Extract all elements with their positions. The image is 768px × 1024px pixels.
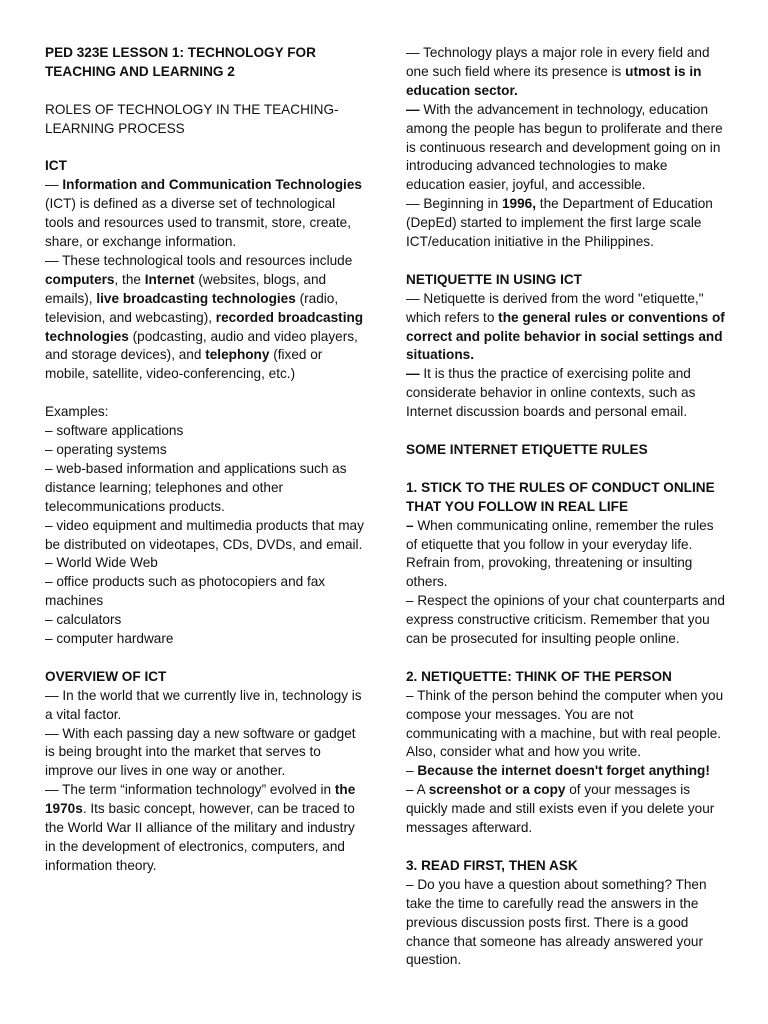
paragraph — [406, 592, 726, 649]
text-run: (websites, blogs, and emails), — [45, 271, 327, 306]
bold-text: NETIQUETTE IN USING ICT — [406, 271, 582, 287]
paragraph — [406, 441, 726, 460]
text-run: the Department of Education (DepEd) started to implement the first large scale ICT/education initiative in the Philippines. — [406, 196, 713, 250]
paragraph — [406, 44, 726, 101]
text-run: — The term “information technology” evolved in — [45, 782, 335, 798]
bold-text: — — [406, 366, 420, 382]
bold-text: Information and Communication Technologies — [62, 177, 362, 193]
paragraph — [406, 101, 726, 196]
text-run: of your messages is quickly made and still exists even if you delete your messages afterward. — [406, 782, 715, 836]
bold-text: recorded broadcasting technologies — [45, 309, 364, 344]
paragraph — [45, 517, 365, 555]
bold-text: ICT — [45, 158, 67, 174]
paragraph-gap — [406, 252, 726, 271]
text-run: — Netiquette is derived from the word "etiquette," which refers to — [406, 290, 704, 325]
paragraph — [406, 271, 726, 290]
text-run: – video equipment and multimedia products that may be distributed on videotapes, CDs, DVDs, and email. — [45, 517, 364, 552]
text-run: – Think of the person behind the computer when you compose your messages. You are not communicating with a machine, but with real people. Also, consider what and how you write. — [406, 687, 724, 760]
paragraph — [406, 781, 726, 838]
paragraph-gap — [45, 82, 365, 101]
text-run: – software applications — [45, 423, 184, 439]
text-run: – operating systems — [45, 441, 167, 457]
left-column — [45, 44, 365, 876]
paragraph — [406, 290, 726, 366]
text-run: – Do you have a question about something? Then take the time to carefully read the answers in the previous discussion posts first. There is a good chance that someone has already answered your question. — [406, 876, 707, 968]
bold-text: OVERVIEW OF ICT — [45, 668, 167, 684]
bold-text: the general rules or conventions of correct and polite behavior in social settings and situations. — [406, 309, 725, 363]
text-run: With the advancement in technology, education among the people has begun to proliferate and there is continuous research and development going on in introducing advanced technologies to make education easier, joyful, and accessible. — [406, 101, 723, 193]
text-run: Examples: — [45, 404, 109, 420]
paragraph — [45, 460, 365, 517]
bold-text: Internet — [144, 271, 195, 287]
text-run: When communicating online, remember the rules of etiquette that you follow in your everyday life. Refrain from, provoking, threatening or insulting others. — [406, 517, 714, 590]
paragraph — [45, 157, 365, 176]
text-run: – office products such as photocopiers and fax machines — [45, 574, 326, 609]
text-run: — In the world that we currently live in, technology is a vital factor. — [45, 687, 362, 722]
paragraph — [45, 781, 365, 876]
bold-text: telephony — [205, 347, 270, 363]
bold-text: Because the internet doesn't forget anything! — [417, 763, 710, 779]
text-run: ROLES OF TECHNOLOGY IN THE TEACHING-LEARNING PROCESS — [45, 101, 339, 136]
text-run: (ICT) is defined as a diverse set of technological tools and resources used to transmit, store, create, share, or exchange information. — [45, 196, 352, 250]
paragraph-gap — [406, 422, 726, 441]
paragraph — [406, 517, 726, 593]
bold-text: 1. STICK TO THE RULES OF CONDUCT ONLINE THAT YOU FOLLOW IN REAL LIFE — [406, 479, 715, 514]
text-run: (fixed or mobile, satellite, video-conferencing, etc.) — [45, 347, 323, 382]
text-run: – computer hardware — [45, 631, 174, 647]
bold-text: SOME INTERNET ETIQUETTE RULES — [406, 442, 648, 457]
bold-text: 2. NETIQUETTE: THINK OF THE PERSON — [406, 668, 672, 684]
paragraph — [406, 687, 726, 763]
paragraph-gap — [45, 139, 365, 158]
paragraph — [45, 101, 365, 139]
paragraph — [406, 857, 726, 876]
paragraph-gap — [406, 838, 726, 857]
paragraph-gap — [406, 460, 726, 479]
text-run: It is thus the practice of exercising polite and considerate behavior in online contexts, such as Internet discussion boards and personal email. — [406, 366, 696, 420]
text-run: – calculators — [45, 612, 122, 628]
paragraph — [45, 403, 365, 422]
paragraph — [406, 365, 726, 422]
bold-text: 1996, — [501, 196, 537, 212]
text-run: — With each passing day a new software or gadget is being brought into the market that serves to improve our lives in one way or another. — [45, 725, 356, 779]
bold-text: 3. READ FIRST, THEN ASK — [406, 857, 578, 873]
text-run: – web-based information and applications such as distance learning; telephones and other telecommunications products. — [45, 460, 347, 514]
paragraph — [406, 479, 726, 517]
paragraph — [406, 668, 726, 687]
paragraph — [45, 252, 365, 384]
text-run: — These technological tools and resources include — [45, 252, 353, 268]
bold-text: the 1970s — [45, 782, 356, 817]
text-run: – A — [406, 782, 429, 798]
bold-text: live broadcasting technologies — [96, 290, 296, 306]
bold-text: utmost is in education sector. — [406, 63, 702, 98]
paragraph — [406, 762, 726, 781]
bold-text: – — [406, 517, 414, 533]
paragraph — [45, 573, 365, 611]
text-run: , the — [114, 271, 145, 287]
paragraph — [45, 611, 365, 630]
text-run: . Its basic concept, however, can be traced to the World War II alliance of the military and industry in the development of electronics, computers, and information theory. — [45, 801, 355, 873]
text-run: – World Wide Web — [45, 555, 158, 571]
text-run: (radio, television, and webcasting), — [45, 290, 339, 325]
paragraph — [45, 668, 365, 687]
bold-text: screenshot or a copy — [428, 782, 566, 798]
paragraph — [45, 687, 365, 725]
paragraph-gap — [45, 384, 365, 403]
text-run: – Respect the opinions of your chat counterparts and express constructive criticism. Remember that you can be prosecuted for insulting people online. — [406, 593, 725, 647]
paragraph — [45, 554, 365, 573]
paragraph — [45, 176, 365, 252]
text-run: — Beginning in — [406, 196, 502, 212]
paragraph — [45, 441, 365, 460]
bold-text: PED 323E LESSON 1: TECHNOLOGY FOR TEACHING AND LEARNING 2 — [45, 45, 316, 79]
text-run: — Technology plays a major role in every field and one such field where its presence is — [406, 45, 710, 79]
paragraph-gap — [406, 649, 726, 668]
paragraph — [45, 630, 365, 649]
paragraph-gap — [45, 649, 365, 668]
paragraph — [45, 422, 365, 441]
bold-text: — — [406, 101, 420, 117]
paragraph — [45, 44, 365, 82]
text-run: – — [406, 763, 418, 779]
bold-text: computers — [45, 271, 115, 287]
right-column — [406, 44, 726, 970]
paragraph — [406, 876, 726, 971]
paragraph — [406, 195, 726, 252]
text-run: (podcasting, audio and video players, and storage devices), and — [45, 328, 358, 363]
paragraph — [45, 725, 365, 782]
text-run: — — [45, 177, 63, 193]
